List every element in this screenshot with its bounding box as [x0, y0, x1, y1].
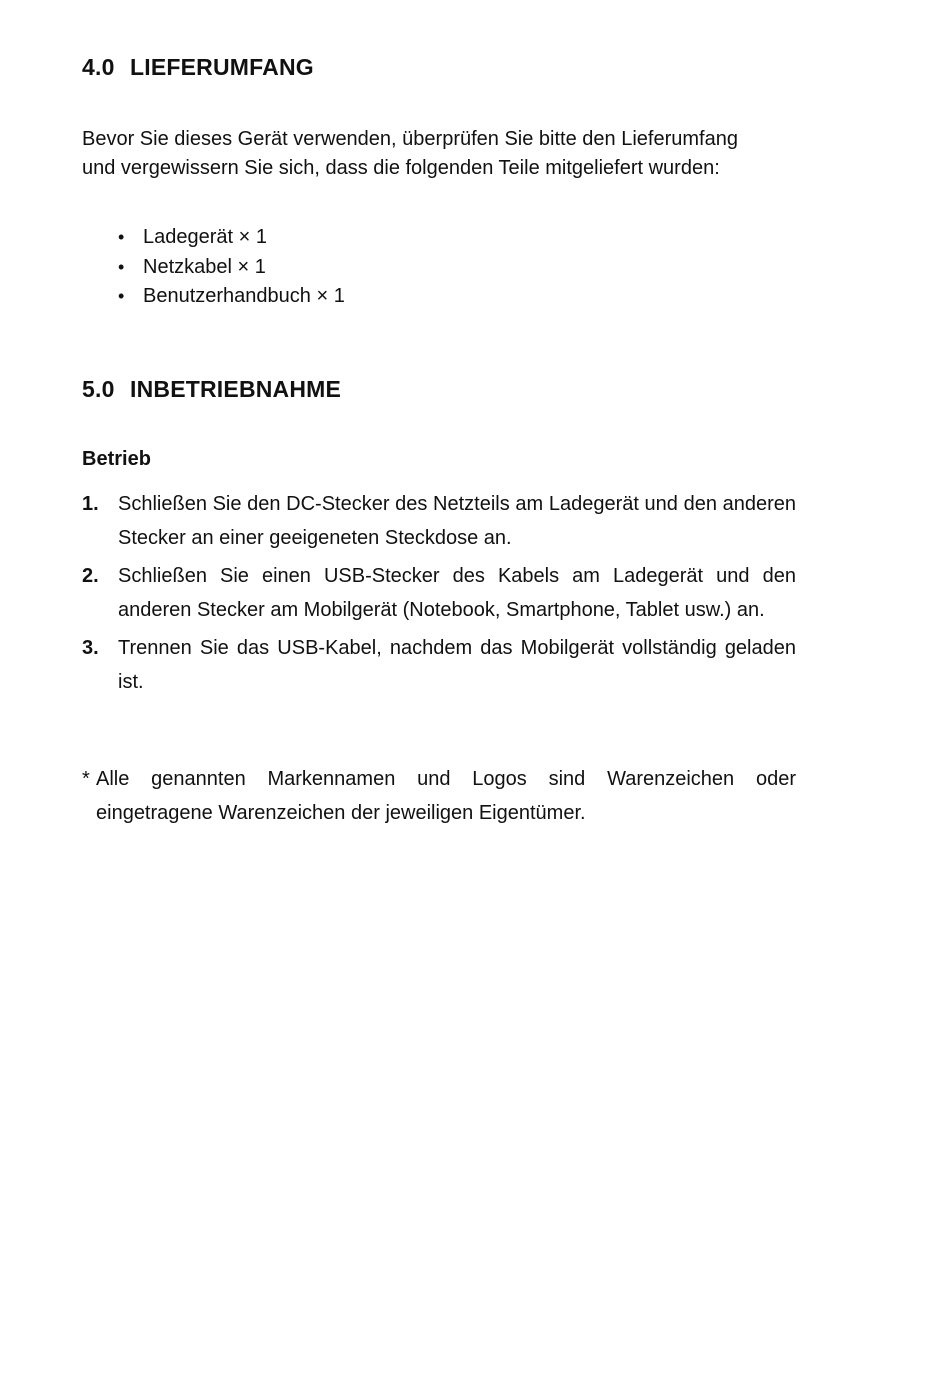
bullet-icon: •	[118, 256, 125, 277]
step-text: Schließen Sie den DC-Stecker des Netzteils am Ladegerät und den anderen Stecker an einer geeigeneten Steckdose an.	[118, 493, 796, 549]
list-item-label: Netzkabel × 1	[143, 255, 266, 278]
step-number: 1.	[82, 493, 99, 515]
list-item-label: Benutzerhandbuch × 1	[143, 285, 345, 307]
list-item	[118, 223, 345, 253]
intro-line: und vergewissern Sie sich, dass die folgenden Teile mitgeliefert wurden:	[82, 157, 720, 179]
bullet-icon: •	[118, 286, 125, 306]
section-title: LIEFERUMFANG	[130, 54, 314, 80]
step-item	[82, 487, 796, 555]
list-item	[118, 282, 345, 312]
list-item	[118, 253, 345, 283]
trademark-footnote	[82, 762, 796, 830]
operation-steps	[82, 487, 796, 703]
section-number: 5.0	[82, 376, 115, 402]
step-number: 3.	[82, 637, 99, 659]
section-heading-inbetriebnahme	[82, 376, 341, 403]
footnote-text: Alle genannten Markennamen und Logos sind Warenzeichen oder eingetragene Warenzeichen der jeweiligen Eigentümer.	[96, 768, 796, 824]
step-text: Schließen Sie einen USB-Stecker des Kabels am Ladegerät und den anderen Stecker am Mobilgerät (Notebook, Smartphone, Tablet usw.) an.	[118, 565, 796, 621]
intro-paragraph	[82, 125, 796, 183]
subheading-betrieb: Betrieb	[82, 448, 151, 470]
step-item	[82, 559, 796, 627]
section-number: 4.0	[82, 54, 115, 80]
footnote-marker: *	[82, 768, 90, 790]
contents-list	[118, 223, 345, 312]
bullet-icon: •	[118, 227, 125, 247]
step-number: 2.	[82, 565, 99, 587]
list-item-label: Ladegerät × 1	[143, 226, 267, 248]
section-title: INBETRIEBNAHME	[130, 376, 342, 402]
section-heading-lieferumfang	[82, 54, 314, 81]
step-text: Trennen Sie das USB-Kabel, nachdem das Mobilgerät vollständig geladen ist.	[118, 637, 796, 693]
step-item	[82, 631, 796, 699]
intro-line: Bevor Sie dieses Gerät verwenden, überprüfen Sie bitte den Lieferumfang	[82, 128, 738, 150]
